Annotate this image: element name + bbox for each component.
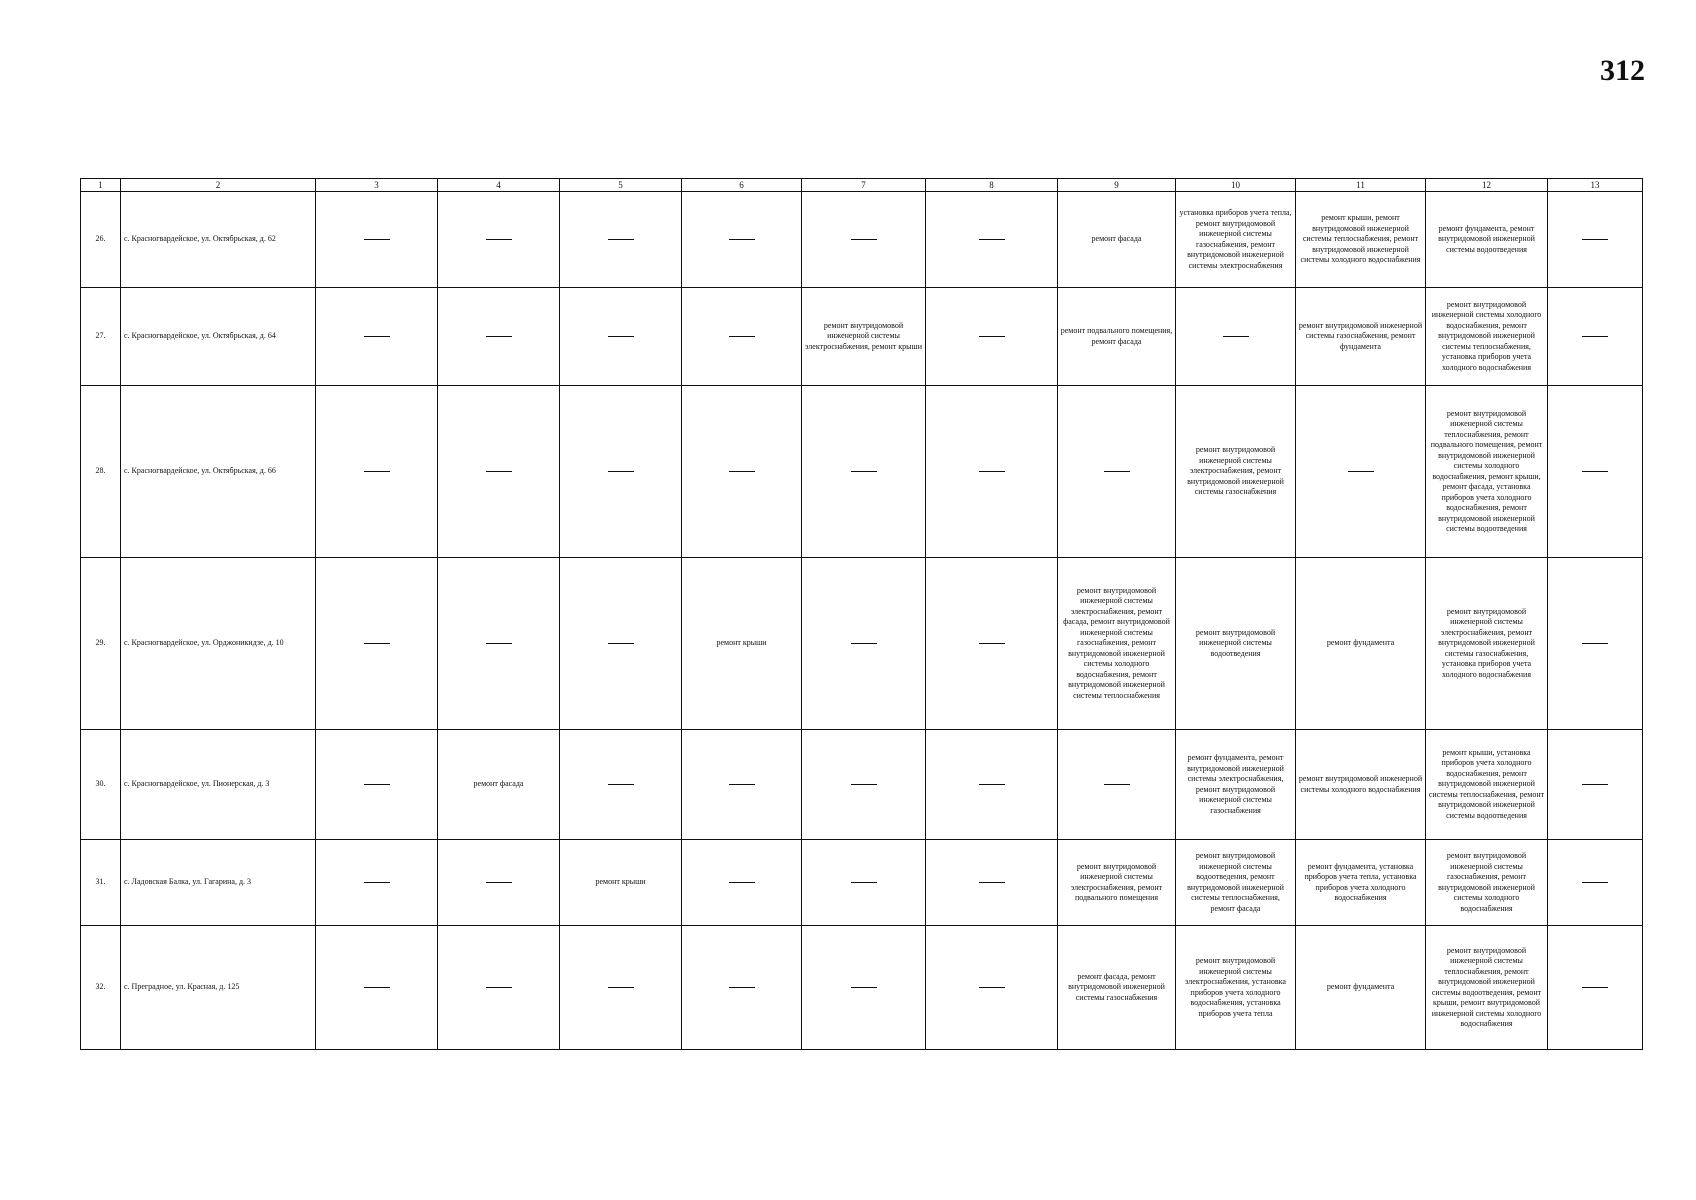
dash-mark [608,336,634,337]
dash-mark [364,882,390,883]
work-cell: ремонт крыши, ремонт внутридомовой инженерной системы теплоснабжения, ремонт внутридомовой инженерной системы холодного водоснабжения [1296,192,1426,288]
dash-mark [729,239,755,240]
work-cell [560,558,682,730]
row-number: 30. [81,730,121,840]
column-number-header: 10 [1176,179,1296,192]
work-cell: ремонт крыши, установка приборов учета холодного водоснабжения, ремонт внутридомовой инженерной системы теплоснабжения, ремонт внутридомовой инженерной системы водоотведения [1426,730,1548,840]
work-cell [438,192,560,288]
address-cell: с. Преградное, ул. Красная, д. 125 [121,926,316,1050]
work-cell [1058,386,1176,558]
dash-mark [851,987,877,988]
dash-mark [486,336,512,337]
dash-mark [364,239,390,240]
work-cell: ремонт внутридомовой инженерной системы электроснабжения, ремонт крыши [802,288,926,386]
table-row [81,192,1643,288]
work-cell [438,840,560,926]
column-number-header: 7 [802,179,926,192]
page-number: 312 [1600,54,1645,87]
work-cell: ремонт фасада [438,730,560,840]
work-cell [802,386,926,558]
work-cell [1548,386,1643,558]
dash-mark [729,471,755,472]
dash-mark [364,987,390,988]
work-cell [1548,730,1643,840]
work-cell [560,730,682,840]
dash-mark [1582,784,1608,785]
work-cell [802,840,926,926]
column-number-header: 1 [81,179,121,192]
work-cell: ремонт внутридомовой инженерной системы холодного водоснабжения, ремонт внутридомовой инженерной системы теплоснабжения, установка приборов учета холодного водоснабжения [1426,288,1548,386]
work-cell: ремонт внутридомовой инженерной системы электроснабжения, ремонт подвального помещения [1058,840,1176,926]
work-cell: ремонт фундамента [1296,558,1426,730]
column-number-header: 2 [121,179,316,192]
table-row [81,558,1643,730]
work-cell: ремонт внутридомовой инженерной системы газоснабжения, ремонт внутридомовой инженерной системы холодного водоснабжения [1426,840,1548,926]
column-number-header: 12 [1426,179,1548,192]
work-cell [802,730,926,840]
dash-mark [608,239,634,240]
work-cell: ремонт крыши [682,558,802,730]
dash-mark [608,643,634,644]
dash-mark [486,882,512,883]
address-cell: с. Красногвардейское, ул. Октябрьская, д. 62 [121,192,316,288]
dash-mark [1104,784,1130,785]
work-cell: ремонт внутридомовой инженерной системы теплоснабжения, ремонт подвального помещения, ремонт внутридомовой инженерной системы холодного водоснабжения, ремонт крыши, ремонт фасада, установка приборов учета холодного водоснабжения, ремонт внутридомовой инженерной системы водоотведения [1426,386,1548,558]
work-cell [802,926,926,1050]
work-cell [1548,840,1643,926]
dash-mark [1582,882,1608,883]
work-cell: ремонт фундамента, ремонт внутридомовой инженерной системы электроснабжения, ремонт внутридомовой инженерной системы газоснабжения [1176,730,1296,840]
work-cell [682,386,802,558]
dash-mark [729,784,755,785]
dash-mark [851,471,877,472]
dash-mark [486,239,512,240]
dash-mark [486,643,512,644]
dash-mark [979,239,1005,240]
dash-mark [364,643,390,644]
work-cell: ремонт внутридомовой инженерной системы водоотведения [1176,558,1296,730]
work-cell [1548,558,1643,730]
dash-mark [851,882,877,883]
dash-mark [851,239,877,240]
dash-mark [851,784,877,785]
work-cell [682,926,802,1050]
address-cell: с. Красногвардейское, ул. Октябрьская, д. 66 [121,386,316,558]
work-cell [560,288,682,386]
work-cell [1548,288,1643,386]
column-number-header: 13 [1548,179,1643,192]
work-cell [438,926,560,1050]
work-cell: ремонт внутридомовой инженерной системы электроснабжения, ремонт фасада, ремонт внутридомовой инженерной системы газоснабжения, ремонт внутридомовой инженерной системы холодного водоснабжения, ремонт внутридомовой инженерной системы теплоснабжения [1058,558,1176,730]
dash-mark [851,643,877,644]
dash-mark [979,882,1005,883]
dash-mark [608,784,634,785]
dash-mark [979,784,1005,785]
dash-mark [486,471,512,472]
row-number: 29. [81,558,121,730]
work-cell: ремонт внутридомовой инженерной системы газоснабжения, ремонт фундамента [1296,288,1426,386]
work-cell [1548,926,1643,1050]
work-cell [560,192,682,288]
table-row [81,288,1643,386]
column-number-header: 4 [438,179,560,192]
table-row [81,730,1643,840]
column-number-header: 8 [926,179,1058,192]
address-cell: с. Красногвардейское, ул. Октябрьская, д. 64 [121,288,316,386]
work-cell: ремонт внутридомовой инженерной системы электроснабжения, ремонт внутридомовой инженерной системы газоснабжения, установка приборов учета холодного водоснабжения [1426,558,1548,730]
dash-mark [364,336,390,337]
work-cell [438,558,560,730]
dash-mark [979,336,1005,337]
dash-mark [486,987,512,988]
work-cell: ремонт подвального помещения, ремонт фасада [1058,288,1176,386]
dash-mark [1582,643,1608,644]
table-row [81,386,1643,558]
work-cell [926,192,1058,288]
address-cell: с. Красногвардейское, ул. Пионерская, д. 3 [121,730,316,840]
work-cell [926,288,1058,386]
dash-mark [364,784,390,785]
address-cell: с. Ладовская Балка, ул. Гагарина, д. 3 [121,840,316,926]
work-cell [926,386,1058,558]
work-cell: ремонт внутридомовой инженерной системы теплоснабжения, ремонт внутридомовой инженерной системы водоотведения, ремонт крыши, ремонт внутридомовой инженерной системы холодного водоснабжения [1426,926,1548,1050]
column-number-header: 11 [1296,179,1426,192]
work-cell: установка приборов учета тепла, ремонт внутридомовой инженерной системы газоснабжения, ремонт внутридомовой инженерной системы электроснабжения [1176,192,1296,288]
work-cell [316,926,438,1050]
column-number-header: 3 [316,179,438,192]
dash-mark [729,882,755,883]
work-cell [682,730,802,840]
dash-mark [979,987,1005,988]
work-cell: ремонт внутридомовой инженерной системы водоотведения, ремонт внутридомовой инженерной системы теплоснабжения, ремонт фасада [1176,840,1296,926]
work-cell [1548,192,1643,288]
dash-mark [608,471,634,472]
dash-mark [608,987,634,988]
work-cell: ремонт внутридомовой инженерной системы холодного водоснабжения [1296,730,1426,840]
work-cell: ремонт фундамента, ремонт внутридомовой инженерной системы водоотведения [1426,192,1548,288]
dash-mark [729,336,755,337]
work-cell [316,386,438,558]
dash-mark [979,643,1005,644]
dash-mark [729,987,755,988]
work-cell: ремонт крыши [560,840,682,926]
table-row [81,840,1643,926]
row-number: 26. [81,192,121,288]
dash-mark [1582,239,1608,240]
work-cell [1176,288,1296,386]
dash-mark [1582,471,1608,472]
work-cell [802,558,926,730]
work-cell [316,192,438,288]
dash-mark [979,471,1005,472]
work-cell [682,288,802,386]
work-cell [926,926,1058,1050]
work-cell [926,840,1058,926]
work-cell [438,288,560,386]
table-row [81,926,1643,1050]
row-number: 27. [81,288,121,386]
work-cell [316,288,438,386]
work-cell [1058,730,1176,840]
dash-mark [1348,471,1374,472]
work-cell: ремонт фасада, ремонт внутридомовой инженерной системы газоснабжения [1058,926,1176,1050]
work-cell: ремонт фундамента, установка приборов учета тепла, установка приборов учета холодного водоснабжения [1296,840,1426,926]
address-cell: с. Красногвардейское, ул. Орджоникидзе, д. 10 [121,558,316,730]
dash-mark [1582,336,1608,337]
row-number: 28. [81,386,121,558]
work-cell [1296,386,1426,558]
work-cell: ремонт внутридомовой инженерной системы электроснабжения, ремонт внутридомовой инженерной системы газоснабжения [1176,386,1296,558]
work-cell [802,192,926,288]
repair-schedule-table [80,178,1643,1050]
work-cell [560,926,682,1050]
work-cell [560,386,682,558]
dash-mark [1104,471,1130,472]
work-cell [682,840,802,926]
work-cell: ремонт фундамента [1296,926,1426,1050]
work-cell: ремонт фасада [1058,192,1176,288]
work-cell [926,558,1058,730]
dash-mark [1223,336,1249,337]
work-cell [926,730,1058,840]
header-row [81,179,1643,192]
column-number-header: 9 [1058,179,1176,192]
row-number: 31. [81,840,121,926]
work-cell [316,840,438,926]
work-cell [438,386,560,558]
column-number-header: 5 [560,179,682,192]
work-cell [316,730,438,840]
row-number: 32. [81,926,121,1050]
dash-mark [1582,987,1608,988]
work-cell [316,558,438,730]
work-cell [682,192,802,288]
column-number-header: 6 [682,179,802,192]
work-cell: ремонт внутридомовой инженерной системы электроснабжения, установка приборов учета холодного водоснабжения, установка приборов учета тепла [1176,926,1296,1050]
dash-mark [364,471,390,472]
